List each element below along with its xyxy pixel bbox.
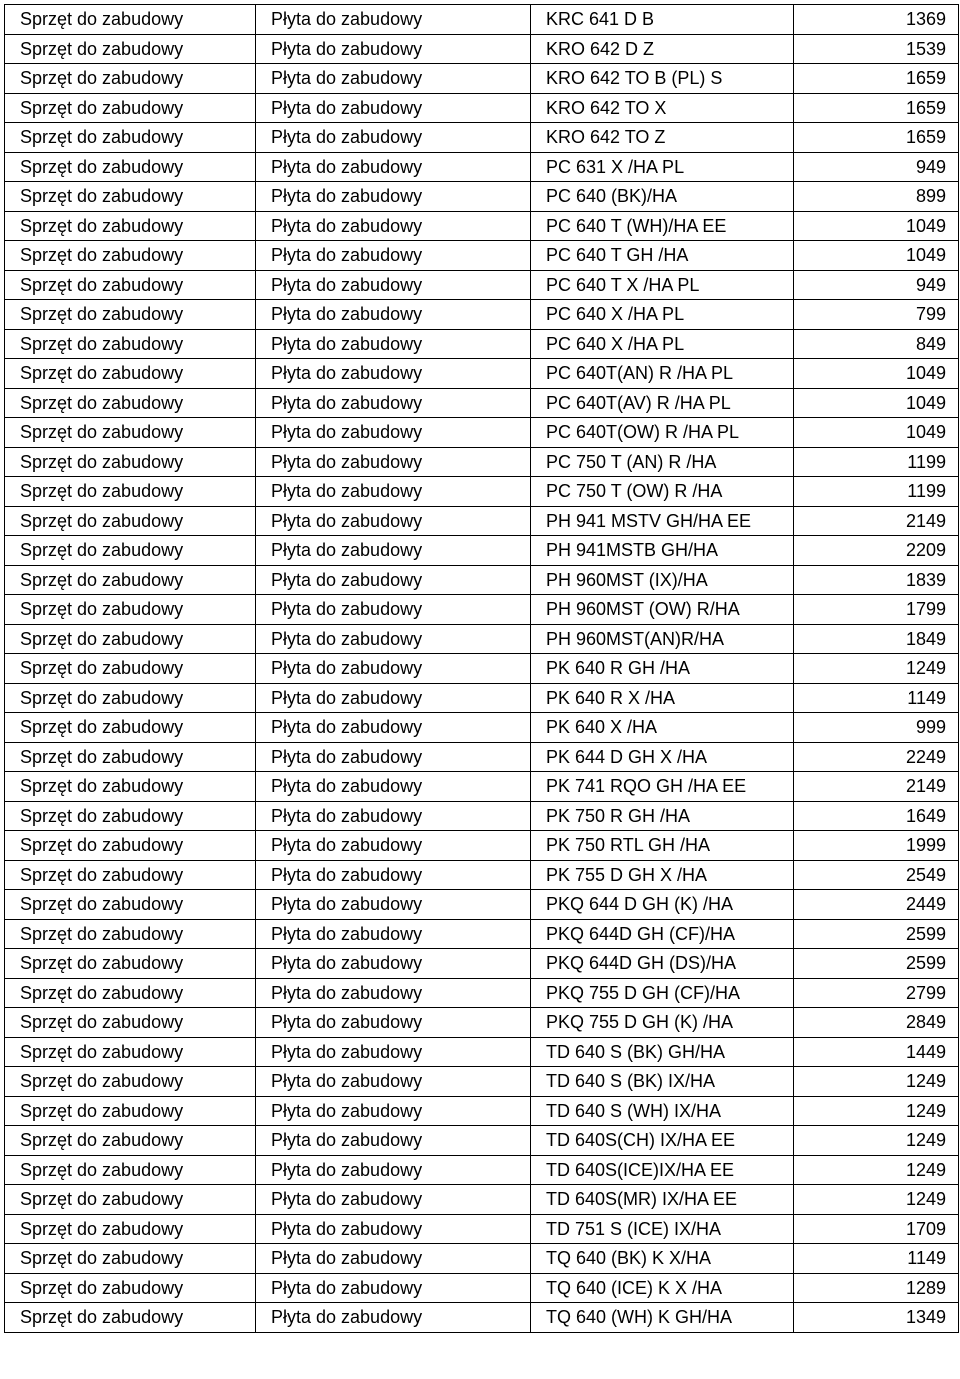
type-cell: Płyta do zabudowy xyxy=(256,801,531,831)
category-cell: Sprzęt do zabudowy xyxy=(5,860,256,890)
category-cell: Sprzęt do zabudowy xyxy=(5,949,256,979)
table-row xyxy=(5,1037,959,1067)
price-cell: 2149 xyxy=(794,772,959,802)
category-cell: Sprzęt do zabudowy xyxy=(5,241,256,271)
price-cell: 1149 xyxy=(794,683,959,713)
type-cell: Płyta do zabudowy xyxy=(256,860,531,890)
price-cell: 1249 xyxy=(794,654,959,684)
price-cell: 1249 xyxy=(794,1067,959,1097)
category-cell: Sprzęt do zabudowy xyxy=(5,270,256,300)
type-cell: Płyta do zabudowy xyxy=(256,388,531,418)
model-cell: PK 640 R GH /HA xyxy=(531,654,794,684)
type-cell: Płyta do zabudowy xyxy=(256,5,531,35)
type-cell: Płyta do zabudowy xyxy=(256,123,531,153)
type-cell: Płyta do zabudowy xyxy=(256,713,531,743)
table-row xyxy=(5,565,959,595)
price-cell: 1799 xyxy=(794,595,959,625)
price-cell: 1249 xyxy=(794,1096,959,1126)
price-cell: 1659 xyxy=(794,93,959,123)
table-row xyxy=(5,447,959,477)
table-row xyxy=(5,831,959,861)
table-row xyxy=(5,978,959,1008)
table-row xyxy=(5,152,959,182)
type-cell: Płyta do zabudowy xyxy=(256,182,531,212)
category-cell: Sprzęt do zabudowy xyxy=(5,1214,256,1244)
table-row xyxy=(5,329,959,359)
type-cell: Płyta do zabudowy xyxy=(256,1303,531,1333)
category-cell: Sprzęt do zabudowy xyxy=(5,831,256,861)
category-cell: Sprzęt do zabudowy xyxy=(5,300,256,330)
category-cell: Sprzęt do zabudowy xyxy=(5,5,256,35)
table-row xyxy=(5,1096,959,1126)
table-row xyxy=(5,595,959,625)
type-cell: Płyta do zabudowy xyxy=(256,919,531,949)
category-cell: Sprzęt do zabudowy xyxy=(5,447,256,477)
model-cell: TD 640 S (WH) IX/HA xyxy=(531,1096,794,1126)
price-cell: 1249 xyxy=(794,1155,959,1185)
category-cell: Sprzęt do zabudowy xyxy=(5,1244,256,1274)
model-cell: PK 741 RQO GH /HA EE xyxy=(531,772,794,802)
type-cell: Płyta do zabudowy xyxy=(256,93,531,123)
model-cell: PK 640 R X /HA xyxy=(531,683,794,713)
price-cell: 1289 xyxy=(794,1273,959,1303)
type-cell: Płyta do zabudowy xyxy=(256,772,531,802)
type-cell: Płyta do zabudowy xyxy=(256,831,531,861)
model-cell: PK 750 RTL GH /HA xyxy=(531,831,794,861)
type-cell: Płyta do zabudowy xyxy=(256,1037,531,1067)
type-cell: Płyta do zabudowy xyxy=(256,64,531,94)
model-cell: PK 644 D GH X /HA xyxy=(531,742,794,772)
type-cell: Płyta do zabudowy xyxy=(256,1067,531,1097)
table-row xyxy=(5,624,959,654)
type-cell: Płyta do zabudowy xyxy=(256,1214,531,1244)
model-cell: PKQ 644 D GH (K) /HA xyxy=(531,890,794,920)
category-cell: Sprzęt do zabudowy xyxy=(5,1096,256,1126)
price-cell: 1659 xyxy=(794,64,959,94)
price-cell: 1349 xyxy=(794,1303,959,1333)
price-cell: 2449 xyxy=(794,890,959,920)
price-cell: 1049 xyxy=(794,418,959,448)
type-cell: Płyta do zabudowy xyxy=(256,300,531,330)
price-cell: 1709 xyxy=(794,1214,959,1244)
table-row xyxy=(5,477,959,507)
model-cell: KRO 642 TO X xyxy=(531,93,794,123)
table-row xyxy=(5,93,959,123)
type-cell: Płyta do zabudowy xyxy=(256,565,531,595)
price-cell: 1539 xyxy=(794,34,959,64)
category-cell: Sprzęt do zabudowy xyxy=(5,506,256,536)
category-cell: Sprzęt do zabudowy xyxy=(5,1185,256,1215)
type-cell: Płyta do zabudowy xyxy=(256,595,531,625)
type-cell: Płyta do zabudowy xyxy=(256,742,531,772)
table-row xyxy=(5,536,959,566)
model-cell: PC 640T(AN) R /HA PL xyxy=(531,359,794,389)
category-cell: Sprzęt do zabudowy xyxy=(5,683,256,713)
type-cell: Płyta do zabudowy xyxy=(256,624,531,654)
model-cell: TD 640S(CH) IX/HA EE xyxy=(531,1126,794,1156)
model-cell: PC 640T(AV) R /HA PL xyxy=(531,388,794,418)
price-cell: 1149 xyxy=(794,1244,959,1274)
table-row xyxy=(5,123,959,153)
type-cell: Płyta do zabudowy xyxy=(256,34,531,64)
category-cell: Sprzęt do zabudowy xyxy=(5,182,256,212)
category-cell: Sprzęt do zabudowy xyxy=(5,1008,256,1038)
model-cell: PH 941 MSTV GH/HA EE xyxy=(531,506,794,536)
model-cell: TD 640 S (BK) IX/HA xyxy=(531,1067,794,1097)
category-cell: Sprzęt do zabudowy xyxy=(5,1037,256,1067)
category-cell: Sprzęt do zabudowy xyxy=(5,1067,256,1097)
table-row xyxy=(5,359,959,389)
model-cell: KRC 641 D B xyxy=(531,5,794,35)
category-cell: Sprzęt do zabudowy xyxy=(5,536,256,566)
price-cell: 2799 xyxy=(794,978,959,1008)
table-row xyxy=(5,506,959,536)
table-row xyxy=(5,683,959,713)
model-cell: PC 640 T (WH)/HA EE xyxy=(531,211,794,241)
model-cell: TD 640S(MR) IX/HA EE xyxy=(531,1185,794,1215)
category-cell: Sprzęt do zabudowy xyxy=(5,359,256,389)
category-cell: Sprzęt do zabudowy xyxy=(5,654,256,684)
price-cell: 1049 xyxy=(794,388,959,418)
model-cell: PH 941MSTB GH/HA xyxy=(531,536,794,566)
price-cell: 1659 xyxy=(794,123,959,153)
model-cell: KRO 642 D Z xyxy=(531,34,794,64)
price-cell: 1249 xyxy=(794,1126,959,1156)
price-cell: 949 xyxy=(794,152,959,182)
table-row xyxy=(5,1244,959,1274)
category-cell: Sprzęt do zabudowy xyxy=(5,93,256,123)
type-cell: Płyta do zabudowy xyxy=(256,447,531,477)
table-row xyxy=(5,860,959,890)
model-cell: TD 751 S (ICE) IX/HA xyxy=(531,1214,794,1244)
table-row xyxy=(5,1185,959,1215)
category-cell: Sprzęt do zabudowy xyxy=(5,123,256,153)
category-cell: Sprzęt do zabudowy xyxy=(5,477,256,507)
type-cell: Płyta do zabudowy xyxy=(256,506,531,536)
type-cell: Płyta do zabudowy xyxy=(256,1096,531,1126)
price-cell: 1049 xyxy=(794,211,959,241)
price-cell: 849 xyxy=(794,329,959,359)
type-cell: Płyta do zabudowy xyxy=(256,1273,531,1303)
price-cell: 1839 xyxy=(794,565,959,595)
model-cell: PKQ 644D GH (DS)/HA xyxy=(531,949,794,979)
category-cell: Sprzęt do zabudowy xyxy=(5,595,256,625)
category-cell: Sprzęt do zabudowy xyxy=(5,772,256,802)
table-row xyxy=(5,1214,959,1244)
model-cell: TD 640S(ICE)IX/HA EE xyxy=(531,1155,794,1185)
table-row xyxy=(5,919,959,949)
model-cell: TQ 640 (WH) K GH/HA xyxy=(531,1303,794,1333)
table-row xyxy=(5,270,959,300)
table-row xyxy=(5,1067,959,1097)
category-cell: Sprzęt do zabudowy xyxy=(5,329,256,359)
type-cell: Płyta do zabudowy xyxy=(256,211,531,241)
price-cell: 949 xyxy=(794,270,959,300)
type-cell: Płyta do zabudowy xyxy=(256,978,531,1008)
price-cell: 2549 xyxy=(794,860,959,890)
type-cell: Płyta do zabudowy xyxy=(256,1155,531,1185)
table-row xyxy=(5,1155,959,1185)
price-cell: 999 xyxy=(794,713,959,743)
model-cell: PC 640 (BK)/HA xyxy=(531,182,794,212)
category-cell: Sprzęt do zabudowy xyxy=(5,801,256,831)
table-row xyxy=(5,801,959,831)
category-cell: Sprzęt do zabudowy xyxy=(5,64,256,94)
price-cell: 2249 xyxy=(794,742,959,772)
type-cell: Płyta do zabudowy xyxy=(256,418,531,448)
category-cell: Sprzęt do zabudowy xyxy=(5,418,256,448)
table-row xyxy=(5,241,959,271)
category-cell: Sprzęt do zabudowy xyxy=(5,742,256,772)
table-row xyxy=(5,1008,959,1038)
price-cell: 899 xyxy=(794,182,959,212)
table-body xyxy=(5,5,959,1333)
model-cell: PK 750 R GH /HA xyxy=(531,801,794,831)
model-cell: TQ 640 (BK) K X/HA xyxy=(531,1244,794,1274)
table-row xyxy=(5,34,959,64)
price-cell: 2599 xyxy=(794,919,959,949)
type-cell: Płyta do zabudowy xyxy=(256,536,531,566)
type-cell: Płyta do zabudowy xyxy=(256,654,531,684)
type-cell: Płyta do zabudowy xyxy=(256,683,531,713)
model-cell: PC 640 T X /HA PL xyxy=(531,270,794,300)
category-cell: Sprzęt do zabudowy xyxy=(5,1126,256,1156)
type-cell: Płyta do zabudowy xyxy=(256,890,531,920)
table-row xyxy=(5,418,959,448)
table-row xyxy=(5,64,959,94)
table-row xyxy=(5,654,959,684)
category-cell: Sprzęt do zabudowy xyxy=(5,890,256,920)
price-cell: 1849 xyxy=(794,624,959,654)
model-cell: PH 960MST (OW) R/HA xyxy=(531,595,794,625)
price-cell: 2599 xyxy=(794,949,959,979)
category-cell: Sprzęt do zabudowy xyxy=(5,1303,256,1333)
model-cell: PKQ 755 D GH (CF)/HA xyxy=(531,978,794,1008)
table-row xyxy=(5,1303,959,1333)
type-cell: Płyta do zabudowy xyxy=(256,1244,531,1274)
table-row xyxy=(5,300,959,330)
type-cell: Płyta do zabudowy xyxy=(256,1008,531,1038)
table-row xyxy=(5,772,959,802)
model-cell: PK 640 X /HA xyxy=(531,713,794,743)
model-cell: PH 960MST (IX)/HA xyxy=(531,565,794,595)
model-cell: PKQ 755 D GH (K) /HA xyxy=(531,1008,794,1038)
table-row xyxy=(5,890,959,920)
price-table xyxy=(4,4,959,1333)
model-cell: TD 640 S (BK) GH/HA xyxy=(531,1037,794,1067)
model-cell: PC 640 T GH /HA xyxy=(531,241,794,271)
table-row xyxy=(5,182,959,212)
price-cell: 1049 xyxy=(794,241,959,271)
category-cell: Sprzęt do zabudowy xyxy=(5,624,256,654)
category-cell: Sprzęt do zabudowy xyxy=(5,388,256,418)
model-cell: PC 640 X /HA PL xyxy=(531,329,794,359)
price-cell: 1999 xyxy=(794,831,959,861)
category-cell: Sprzęt do zabudowy xyxy=(5,713,256,743)
model-cell: KRO 642 TO B (PL) S xyxy=(531,64,794,94)
category-cell: Sprzęt do zabudowy xyxy=(5,565,256,595)
price-cell: 1369 xyxy=(794,5,959,35)
type-cell: Płyta do zabudowy xyxy=(256,270,531,300)
price-cell: 2849 xyxy=(794,1008,959,1038)
model-cell: PK 755 D GH X /HA xyxy=(531,860,794,890)
table-row xyxy=(5,949,959,979)
price-cell: 1199 xyxy=(794,447,959,477)
type-cell: Płyta do zabudowy xyxy=(256,152,531,182)
price-cell: 1649 xyxy=(794,801,959,831)
price-cell: 1449 xyxy=(794,1037,959,1067)
price-cell: 2209 xyxy=(794,536,959,566)
price-cell: 799 xyxy=(794,300,959,330)
table-row xyxy=(5,713,959,743)
type-cell: Płyta do zabudowy xyxy=(256,949,531,979)
model-cell: PC 640 X /HA PL xyxy=(531,300,794,330)
type-cell: Płyta do zabudowy xyxy=(256,359,531,389)
type-cell: Płyta do zabudowy xyxy=(256,477,531,507)
price-cell: 2149 xyxy=(794,506,959,536)
price-cell: 1249 xyxy=(794,1185,959,1215)
category-cell: Sprzęt do zabudowy xyxy=(5,211,256,241)
category-cell: Sprzęt do zabudowy xyxy=(5,919,256,949)
model-cell: KRO 642 TO Z xyxy=(531,123,794,153)
model-cell: PH 960MST(AN)R/HA xyxy=(531,624,794,654)
table-row xyxy=(5,742,959,772)
type-cell: Płyta do zabudowy xyxy=(256,329,531,359)
type-cell: Płyta do zabudowy xyxy=(256,1185,531,1215)
table-row xyxy=(5,1126,959,1156)
model-cell: PC 750 T (AN) R /HA xyxy=(531,447,794,477)
category-cell: Sprzęt do zabudowy xyxy=(5,152,256,182)
model-cell: PKQ 644D GH (CF)/HA xyxy=(531,919,794,949)
category-cell: Sprzęt do zabudowy xyxy=(5,34,256,64)
model-cell: PC 640T(OW) R /HA PL xyxy=(531,418,794,448)
category-cell: Sprzęt do zabudowy xyxy=(5,1273,256,1303)
type-cell: Płyta do zabudowy xyxy=(256,241,531,271)
table-row xyxy=(5,1273,959,1303)
type-cell: Płyta do zabudowy xyxy=(256,1126,531,1156)
price-cell: 1049 xyxy=(794,359,959,389)
model-cell: PC 631 X /HA PL xyxy=(531,152,794,182)
category-cell: Sprzęt do zabudowy xyxy=(5,1155,256,1185)
table-row xyxy=(5,5,959,35)
model-cell: TQ 640 (ICE) K X /HA xyxy=(531,1273,794,1303)
table-row xyxy=(5,211,959,241)
model-cell: PC 750 T (OW) R /HA xyxy=(531,477,794,507)
price-cell: 1199 xyxy=(794,477,959,507)
category-cell: Sprzęt do zabudowy xyxy=(5,978,256,1008)
table-row xyxy=(5,388,959,418)
